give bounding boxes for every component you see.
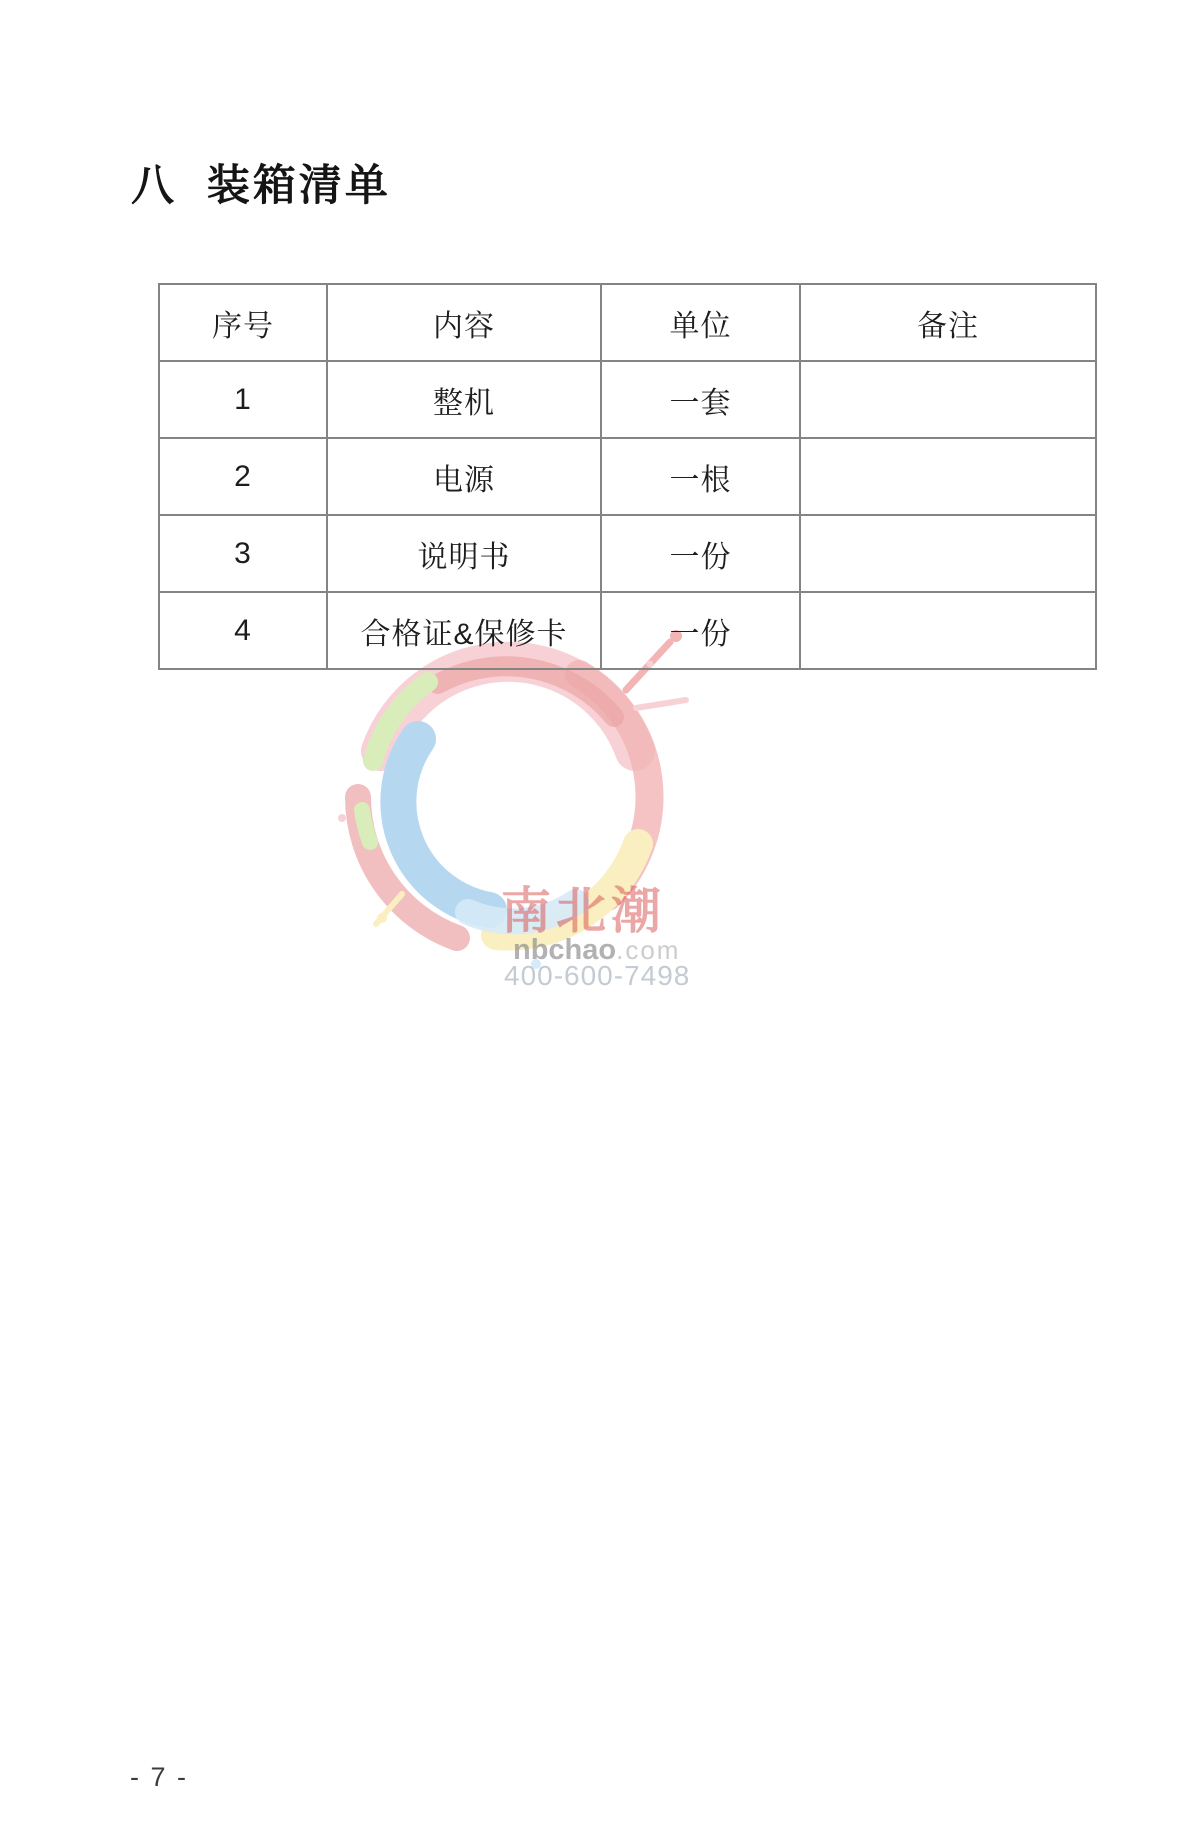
watermark-domain-tld: .com: [616, 935, 681, 965]
cell-unit: 一根: [601, 438, 800, 515]
cell-unit: 一份: [601, 515, 800, 592]
cell-unit: 一份: [601, 592, 800, 669]
cell-note: [800, 438, 1096, 515]
cell-unit: 一套: [601, 361, 800, 438]
packing-list-table: [158, 283, 1097, 670]
watermark-domain-name: nbchao: [513, 934, 617, 966]
table-row: [159, 515, 1096, 592]
watermark-brand-text: 南北潮: [501, 881, 666, 940]
cell-serial: 1: [159, 361, 327, 438]
cell-content: 合格证&保修卡: [327, 592, 601, 669]
col-header-unit: 单位: [601, 284, 800, 361]
cell-note: [800, 515, 1096, 592]
cell-serial: 3: [159, 515, 327, 592]
cell-note: [800, 361, 1096, 438]
cell-content: 电源: [327, 438, 601, 515]
watermark-phone-text: 400-600-7498: [504, 960, 691, 991]
col-header-content: 内容: [327, 284, 601, 361]
col-header-serial: 序号: [159, 284, 327, 361]
cell-note: [800, 592, 1096, 669]
table-row: [159, 592, 1096, 669]
cell-serial: 2: [159, 438, 327, 515]
section-heading: 八 装箱清单: [131, 162, 391, 210]
table-header-row: [159, 284, 1096, 361]
table-row: [159, 438, 1096, 515]
cell-serial: 4: [159, 592, 327, 669]
page-number: - 7 -: [130, 1762, 189, 1792]
cell-content: 整机: [327, 361, 601, 438]
cell-content: 说明书: [327, 515, 601, 592]
col-header-note: 备注: [800, 284, 1096, 361]
table-row: [159, 361, 1096, 438]
